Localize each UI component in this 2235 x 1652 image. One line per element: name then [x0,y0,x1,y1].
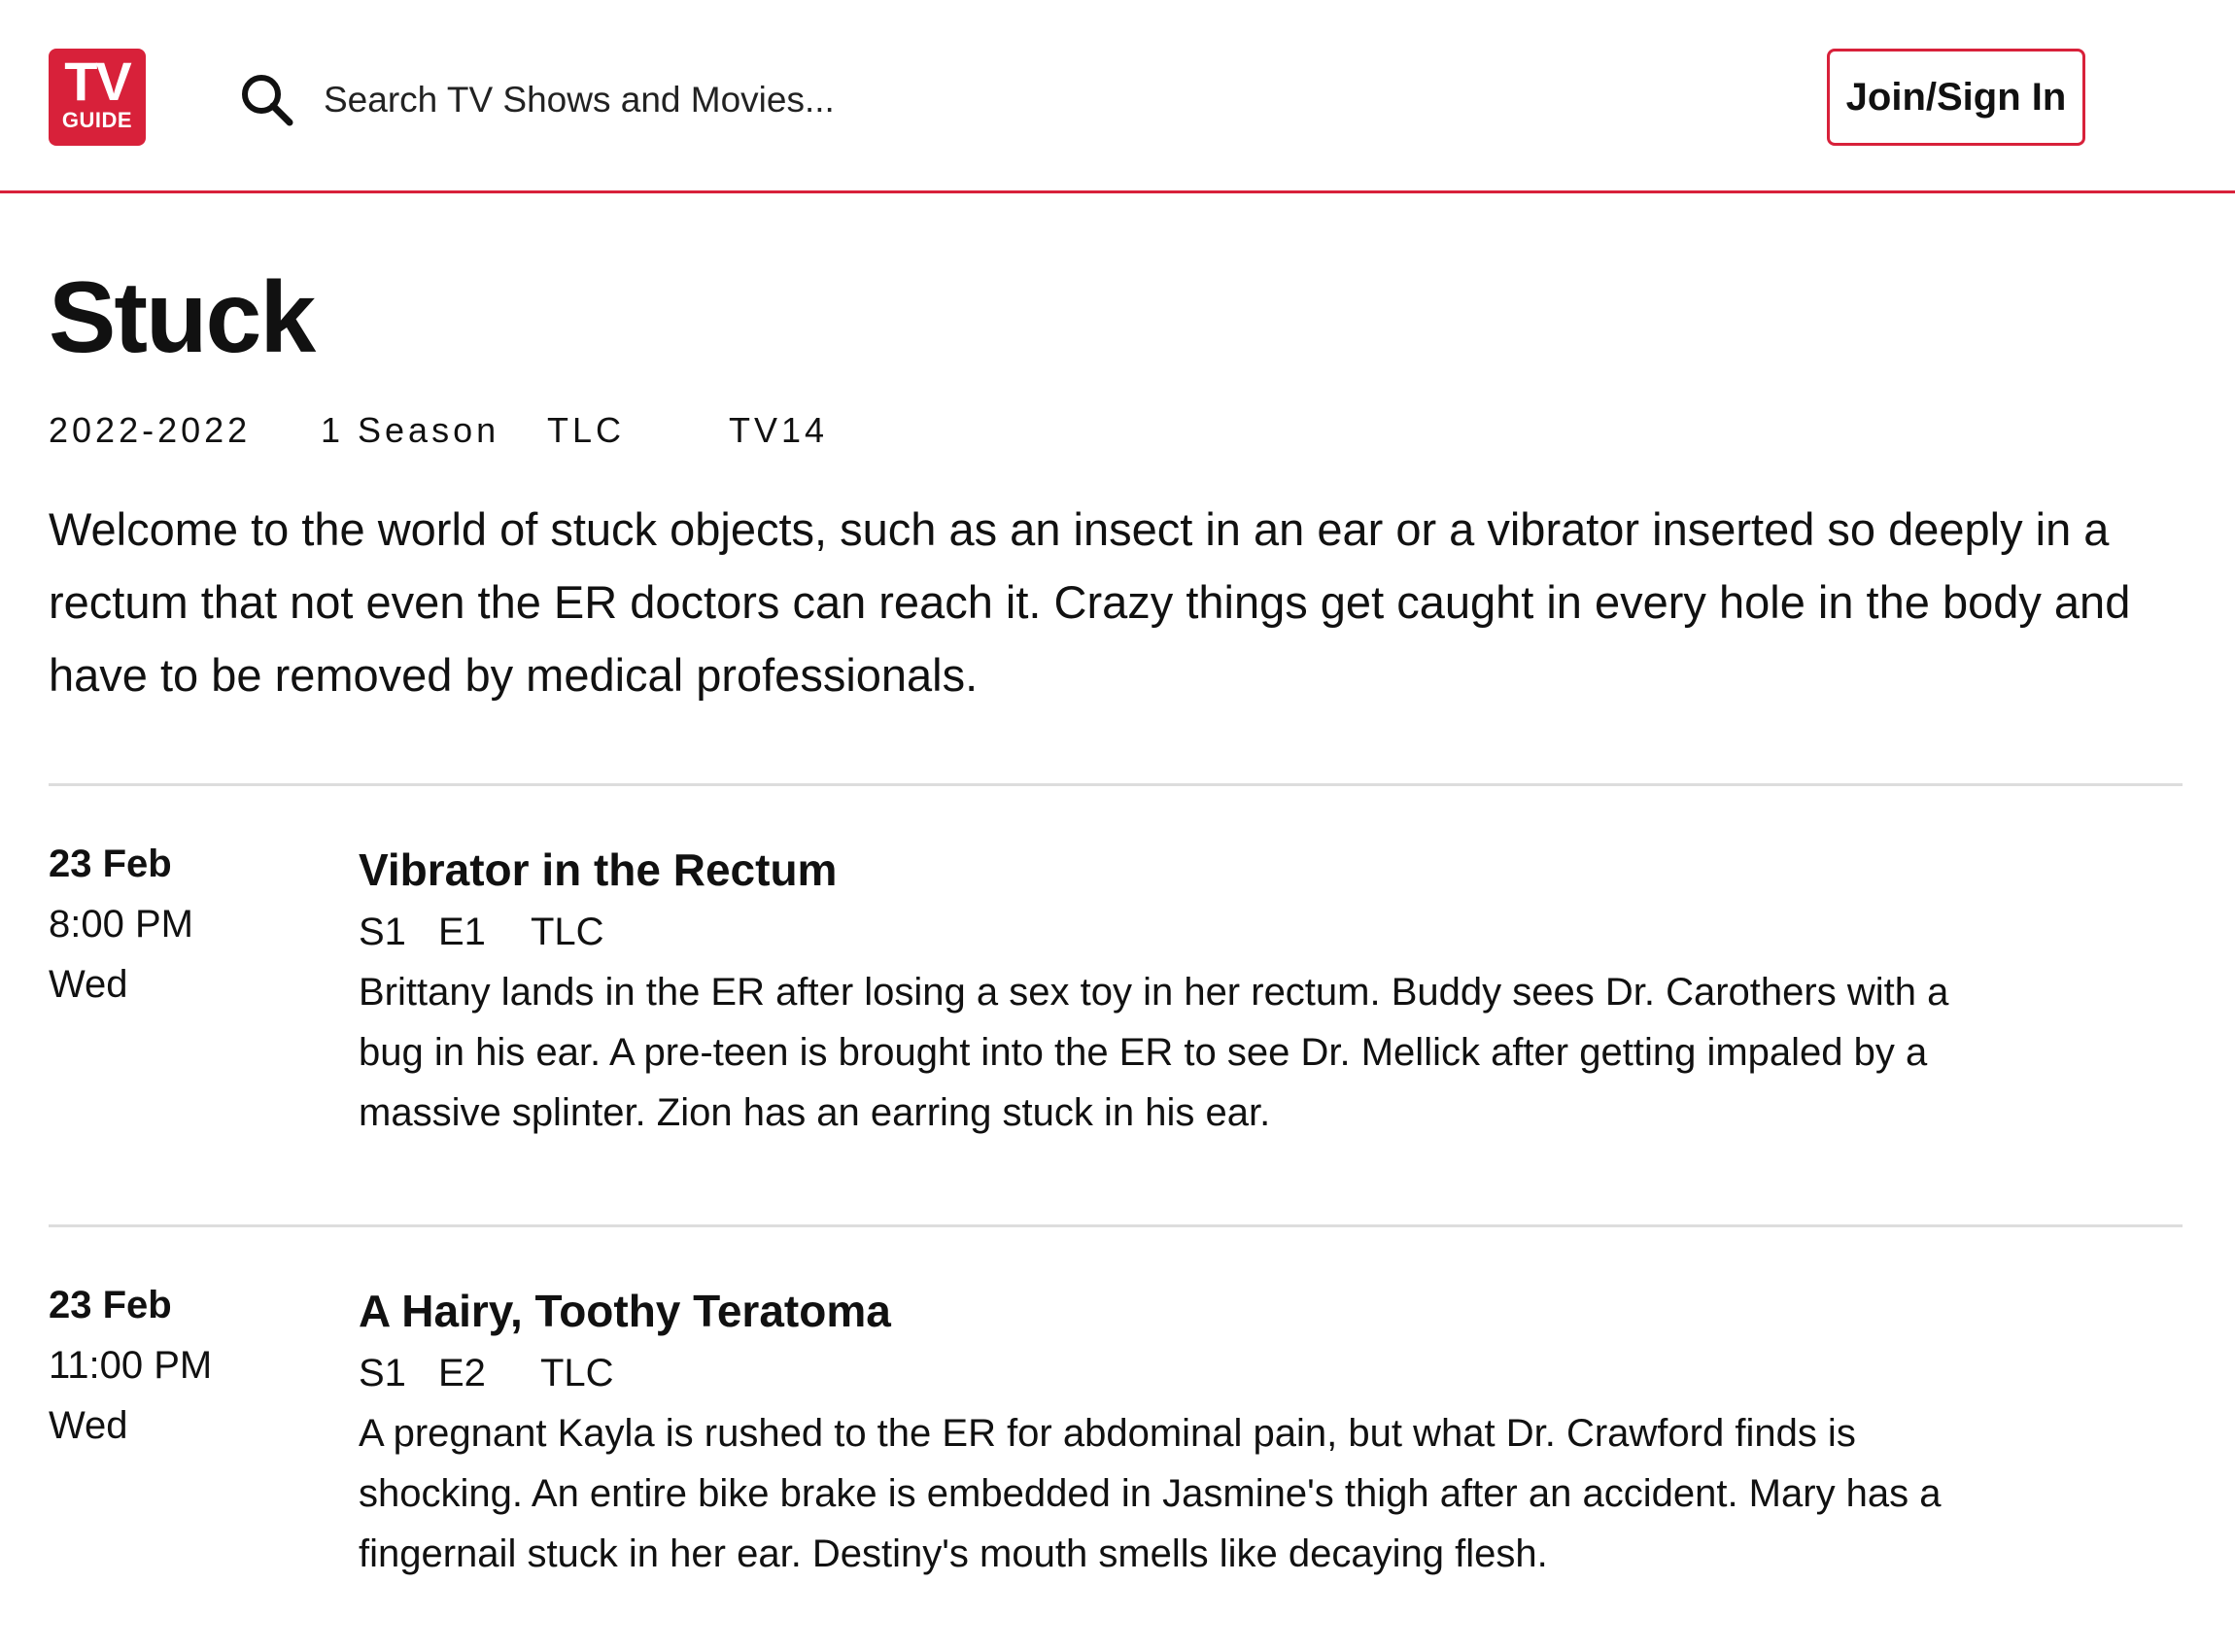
show-years: 2022-2022 [49,410,252,450]
site-header [0,0,2235,193]
divider [49,1224,2183,1227]
show-seasons[interactable]: 1 Season [321,410,500,450]
episode-time: 8:00 PM [49,903,193,946]
show-description: Welcome to the world of stuck objects, such as an insect in an ear or a vibrator inserted so deeply in a rectum that not even the ER doctors can reach it. Crazy things get caught in every hole in the body and have to be removed by medical professionals. [49,503,2131,701]
search-icon[interactable] [240,73,293,126]
episode-season: S1 [359,1352,406,1394]
episode-number: E1 [438,911,486,953]
show-network: TLC [547,410,626,450]
episode-day: Wed [49,1404,128,1447]
episode-day: Wed [49,963,128,1006]
episode-season: S1 [359,911,406,953]
episode-time: 11:00 PM [49,1344,213,1387]
episode-title[interactable]: A Hairy, Toothy Teratoma [359,1286,891,1336]
logo-guide-text: GUIDE [61,108,133,132]
episode-date: 23 Feb [49,843,172,885]
episode-description: A pregnant Kayla is rushed to the ER for abdominal pain, but what Dr. Crawford finds is shocking. An entire bike brake is embedded in Jasmine's thigh after an accident. Mary has a fingernail stuck in her ear. Destiny's mouth smells like decaying flesh. [359,1412,1942,1575]
episode-description: Brittany lands in the ER after losing a sex toy in her rectum. Buddy sees Dr. Carothers with a bug in his ear. A pre-teen is brought into the ER to see Dr. Mellick after getting impaled by a massive splinter. Zion has an earring stuck in his ear. [359,971,1949,1134]
tv-guide-logo[interactable] [49,49,146,146]
show-rating: TV14 [729,410,829,450]
episode-date: 23 Feb [49,1284,172,1326]
divider [49,783,2183,786]
join-sign-in-button[interactable]: Join/Sign In [1827,49,2085,146]
episode-network: TLC [531,911,604,953]
show-title: Stuck [49,261,315,374]
logo-tv-text: TV [64,51,130,112]
episode-number: E2 [438,1352,486,1394]
episode-title[interactable]: Vibrator in the Rectum [359,844,838,895]
search-input[interactable]: Search TV Shows and Movies... [324,80,835,120]
episode-network: TLC [540,1352,614,1394]
